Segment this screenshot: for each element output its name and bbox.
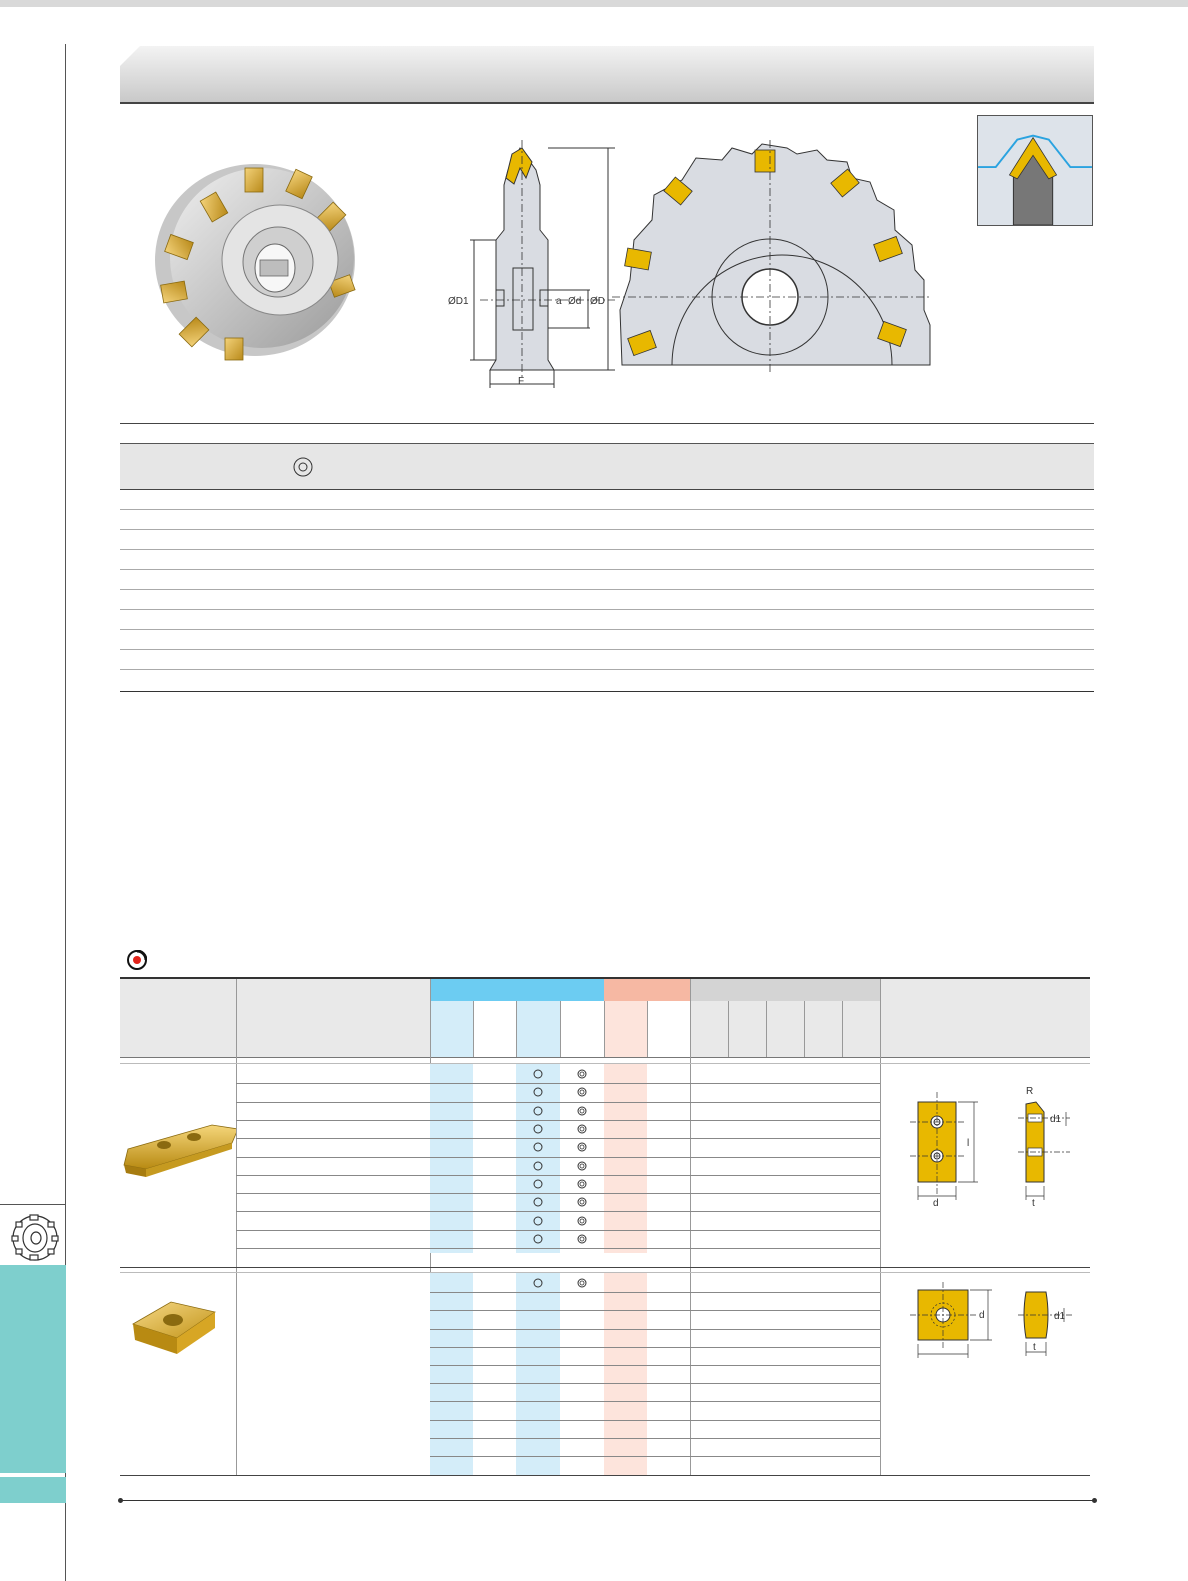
available-circle-icon — [532, 1160, 544, 1172]
red-dot-marker-icon — [127, 950, 147, 970]
available-circle-icon — [532, 1233, 544, 1245]
table-row-line — [430, 1310, 880, 1311]
insert-table-header — [120, 979, 1090, 1057]
insert-table — [120, 977, 1090, 1477]
available-circle-icon — [532, 1215, 544, 1227]
table-row-line — [430, 1456, 880, 1457]
table-row-line — [430, 1347, 880, 1348]
column-divider — [728, 1001, 729, 1057]
grade-band — [604, 1063, 647, 1253]
stock-double-circle-icon — [576, 1141, 588, 1153]
insert-table-bottomline — [120, 1475, 1090, 1476]
diagram1-label-t: t — [1032, 1198, 1035, 1209]
spec-row — [120, 530, 1094, 550]
diagram1-label-d1: d1 — [1050, 1114, 1062, 1125]
dim-label-a: a — [556, 296, 562, 307]
table-row-line — [430, 1292, 880, 1293]
column-divider — [560, 1001, 561, 1057]
table-row-line — [236, 1120, 880, 1121]
footer-rule-dot — [118, 1498, 123, 1503]
spec-row — [120, 510, 1094, 530]
table-row-line — [430, 1329, 880, 1330]
section-tab[interactable] — [0, 1265, 66, 1473]
column-divider — [766, 1001, 767, 1057]
grade-column-header — [604, 1001, 647, 1057]
column-divider — [804, 1001, 805, 1057]
insert-diagram-square — [900, 1282, 1085, 1382]
grade-group-blue-header — [430, 979, 604, 1001]
page-footer-rule — [120, 1500, 1094, 1501]
available-circle-icon — [532, 1277, 544, 1289]
dim-label-d-big: ØD — [590, 296, 605, 307]
stock-double-circle-icon — [576, 1105, 588, 1117]
table-row-line — [236, 1083, 880, 1084]
spec-row — [120, 590, 1094, 610]
table-row-line — [236, 1175, 880, 1176]
table-row-line — [430, 1365, 880, 1366]
diagram2-label-t: t — [1033, 1342, 1036, 1353]
table-row-line — [236, 1211, 880, 1212]
table-row-line — [236, 1230, 880, 1231]
group-separator — [120, 1063, 1090, 1064]
cutter-front-view — [612, 140, 932, 375]
cutter-side-profile — [440, 140, 620, 390]
profile-inset — [977, 115, 1093, 226]
grade-band — [430, 1273, 473, 1475]
stock-double-circle-icon — [576, 1277, 588, 1289]
available-circle-icon — [532, 1141, 544, 1153]
diagram2-label-d-side: d — [979, 1310, 985, 1321]
stock-double-circle-icon — [576, 1123, 588, 1135]
dim-label-f: F — [518, 376, 525, 387]
column-divider — [236, 979, 237, 1475]
grade-band — [604, 1273, 647, 1475]
top-strip — [0, 0, 1188, 7]
table-row-line — [236, 1102, 880, 1103]
stock-double-circle-icon — [576, 1215, 588, 1227]
table-row-line — [430, 1438, 880, 1439]
grade-column-header — [560, 1001, 604, 1057]
spec-row — [120, 550, 1094, 570]
stock-double-circle-icon — [576, 1196, 588, 1208]
table-row-line — [430, 1401, 880, 1402]
diagram1-label-r: R — [1026, 1086, 1034, 1097]
side-divider — [0, 1204, 66, 1205]
spec-row — [120, 610, 1094, 630]
available-circle-icon — [532, 1178, 544, 1190]
spec-table-bottomline — [120, 691, 1094, 692]
grade-group-gray-header — [690, 979, 880, 1001]
grade-column-header — [430, 1001, 473, 1057]
insert-diagram-rectangular — [900, 1082, 1085, 1232]
table-row-line — [236, 1157, 880, 1158]
spec-row — [120, 490, 1094, 510]
stock-double-circle-icon — [576, 1178, 588, 1190]
grade-column-header — [647, 1001, 690, 1057]
available-circle-icon — [532, 1105, 544, 1117]
available-circle-icon — [532, 1086, 544, 1098]
insert-photo-square — [125, 1282, 235, 1367]
section-tab-lower[interactable] — [0, 1477, 66, 1503]
grade-column-header — [516, 1001, 560, 1057]
double-circle-icon — [292, 456, 314, 478]
column-divider — [516, 1001, 517, 1057]
spec-table-topline — [120, 423, 1094, 424]
column-divider — [880, 979, 881, 1475]
insert-photo-rectangular — [120, 1107, 236, 1187]
table-row-line — [236, 1138, 880, 1139]
insert-table-header-line — [120, 1057, 1090, 1058]
cutter-photo — [150, 150, 365, 365]
table-row-line — [430, 1420, 880, 1421]
diagram1-label-d: d — [933, 1198, 939, 1209]
column-divider — [473, 1001, 474, 1057]
spec-row — [120, 630, 1094, 650]
cutter-thumbnail-icon[interactable] — [10, 1212, 60, 1262]
diagram2-label-d1: d1 — [1054, 1311, 1066, 1322]
grade-band — [430, 1063, 473, 1253]
column-divider — [647, 1001, 648, 1057]
stock-double-circle-icon — [576, 1086, 588, 1098]
table-row-line — [236, 1248, 880, 1249]
table-row-line — [236, 1193, 880, 1194]
title-band — [120, 46, 1094, 104]
stock-double-circle-icon — [576, 1068, 588, 1080]
available-circle-icon — [532, 1068, 544, 1080]
diagram1-label-l: l — [967, 1138, 970, 1149]
spec-table-header — [120, 443, 1094, 490]
grade-column-header — [473, 1001, 516, 1057]
dim-label-d1: ØD1 — [448, 296, 469, 307]
grade-band — [516, 1273, 560, 1475]
table-row-line — [430, 1383, 880, 1384]
dim-label-d-small: Ød — [568, 296, 582, 307]
group-separator — [120, 1272, 1090, 1273]
stock-double-circle-icon — [576, 1233, 588, 1245]
footer-rule-dot — [1092, 1498, 1097, 1503]
stock-double-circle-icon — [576, 1160, 588, 1172]
column-divider — [604, 1001, 605, 1057]
available-circle-icon — [532, 1123, 544, 1135]
spec-row — [120, 570, 1094, 590]
column-divider — [842, 1001, 843, 1057]
available-circle-icon — [532, 1196, 544, 1208]
grade-group-salmon-header — [604, 979, 690, 1001]
group-separator — [120, 1267, 1090, 1268]
spec-row — [120, 650, 1094, 670]
